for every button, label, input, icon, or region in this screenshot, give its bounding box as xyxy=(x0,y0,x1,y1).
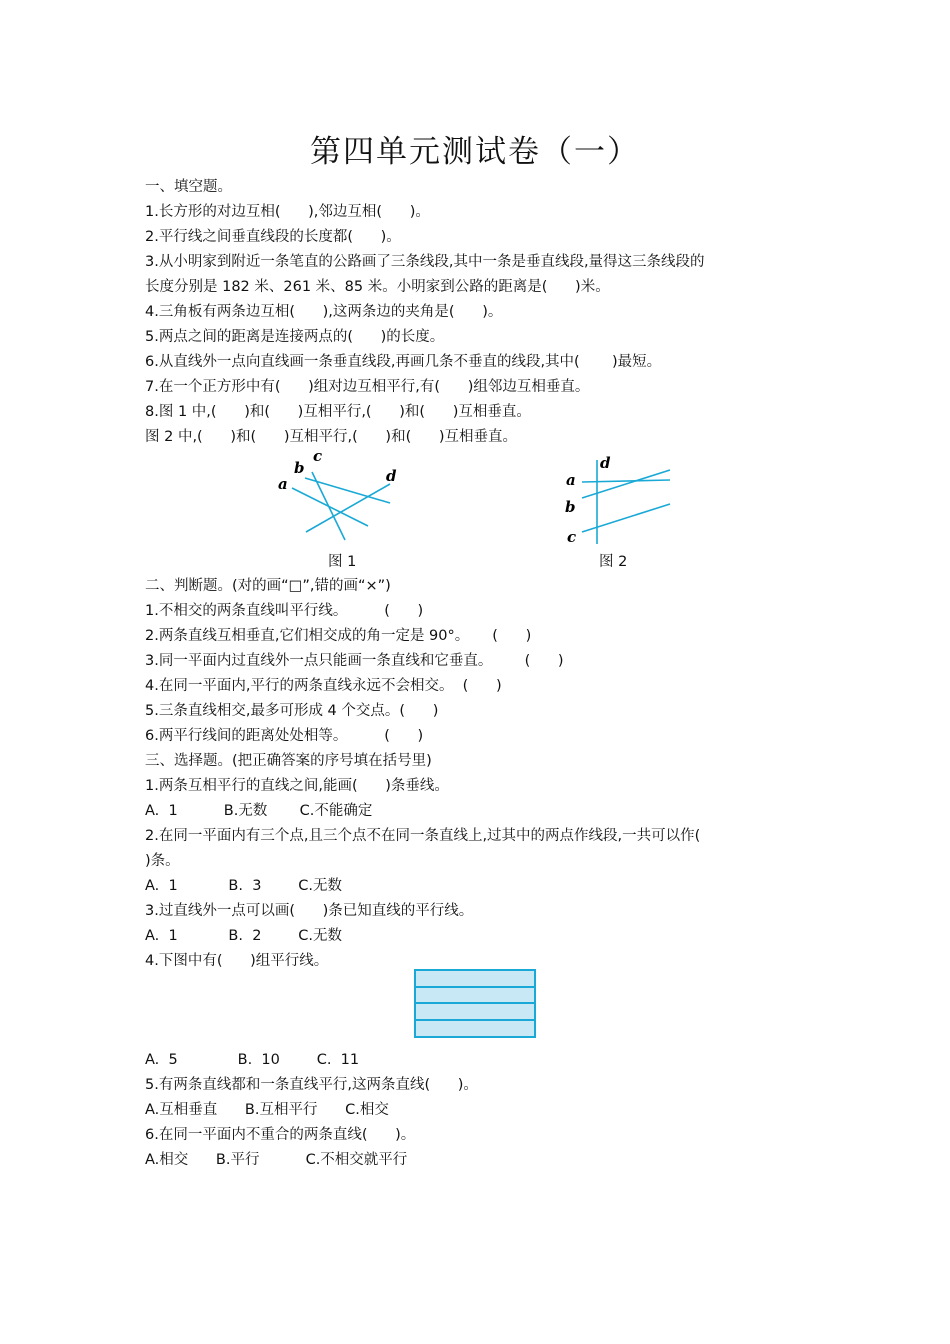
page-title: 第四单元测试卷（一） xyxy=(310,134,640,170)
question-3-2-line-1: 2.在同一平面内有三个点,且三个点不在同一条直线上,过其中的两点作线段,一共可以作( xyxy=(145,828,701,844)
question-3-4-options: A. 5 B. 10 C. 11 xyxy=(145,1052,360,1068)
question-3-3-options: A. 1 B. 2 C.无数 xyxy=(145,928,343,944)
fig1-label-c: c xyxy=(313,448,323,465)
fig1-label-d: d xyxy=(386,467,397,485)
question-2-1: 1.不相交的两条直线叫平行线。 ( ) xyxy=(145,603,424,619)
fig2-line-a xyxy=(582,480,670,482)
question-1-1: 1.长方形的对边互相( ),邻边互相( )。 xyxy=(145,204,430,220)
question-1-6: 6.从直线外一点向直线画一条垂直线段,再画几条不垂直的线段,其中( )最短。 xyxy=(145,354,662,370)
question-1-5: 5.两点之间的距离是连接两点的( )的长度。 xyxy=(145,329,445,345)
question-3-6-options: A.相交 B.平行 C.不相交就平行 xyxy=(145,1152,408,1168)
question-2-5: 5.三条直线相交,最多可形成 4 个交点。( ) xyxy=(145,703,439,719)
question-3-1: 1.两条互相平行的直线之间,能画( )条垂线。 xyxy=(145,778,449,794)
question-1-4: 4.三角板有两条边互相( ),这两条边的夹角是( )。 xyxy=(145,304,503,320)
fig1-label-a: a xyxy=(278,475,288,493)
question-2-2: 2.两条直线互相垂直,它们相交成的角一定是 90°。 ( ) xyxy=(145,628,532,644)
question-3-4: 4.下图中有( )组平行线。 xyxy=(145,953,329,969)
question-1-8-line-2: 图 2 中,( )和( )互相平行,( )和( )互相垂直。 xyxy=(145,429,518,445)
question-1-3-line-2: 长度分别是 182 米、261 米、85 米。小明家到公路的距离是( )米。 xyxy=(145,279,610,295)
figure-2 xyxy=(560,452,680,548)
question-1-7: 7.在一个正方形中有( )组对边互相平行,有( )组邻边互相垂直。 xyxy=(145,379,590,395)
figure-1-caption: 图 1 xyxy=(328,554,357,570)
question-3-5: 5.有两条直线都和一条直线平行,这两条直线( )。 xyxy=(145,1077,478,1093)
parallel-lines-figure xyxy=(413,968,537,1040)
question-3-1-options: A. 1 B.无数 C.不能确定 xyxy=(145,803,373,819)
question-3-5-options: A.互相垂直 B.互相平行 C.相交 xyxy=(145,1102,389,1118)
section-1-heading: 一、填空题。 xyxy=(145,179,232,195)
fig2-label-a: a xyxy=(566,471,576,489)
question-1-8-line-1: 8.图 1 中,( )和( )互相平行,( )和( )互相垂直。 xyxy=(145,404,531,420)
fig1-label-b: b xyxy=(294,459,305,477)
figure-1 xyxy=(270,448,410,548)
question-2-6: 6.两平行线间的距离处处相等。 ( ) xyxy=(145,728,424,744)
question-3-3: 3.过直线外一点可以画( )条已知直线的平行线。 xyxy=(145,903,474,919)
question-1-3-line-1: 3.从小明家到附近一条笔直的公路画了三条线段,其中一条是垂直线段,量得这三条线段的 xyxy=(145,254,705,270)
question-3-2-options: A. 1 B. 3 C.无数 xyxy=(145,878,343,894)
section-3-heading: 三、选择题。(把正确答案的序号填在括号里) xyxy=(145,753,432,769)
question-2-4: 4.在同一平面内,平行的两条直线永远不会相交。 ( ) xyxy=(145,678,502,694)
question-1-2: 2.平行线之间垂直线段的长度都( )。 xyxy=(145,229,401,245)
fig2-label-b: b xyxy=(565,498,576,516)
fig2-line-c xyxy=(582,504,670,532)
figure-2-caption: 图 2 xyxy=(599,554,628,570)
fig2-line-b xyxy=(582,470,670,498)
fig2-label-c: c xyxy=(567,528,577,546)
question-3-6: 6.在同一平面内不重合的两条直线( )。 xyxy=(145,1127,416,1143)
question-2-3: 3.同一平面内过直线外一点只能画一条直线和它垂直。 ( ) xyxy=(145,653,564,669)
fig2-label-d: d xyxy=(600,454,611,472)
section-2-heading: 二、判断题。(对的画“□”,错的画“×”) xyxy=(145,578,391,594)
fig1-line-c xyxy=(312,472,345,540)
question-3-2-line-2: )条。 xyxy=(145,853,180,869)
